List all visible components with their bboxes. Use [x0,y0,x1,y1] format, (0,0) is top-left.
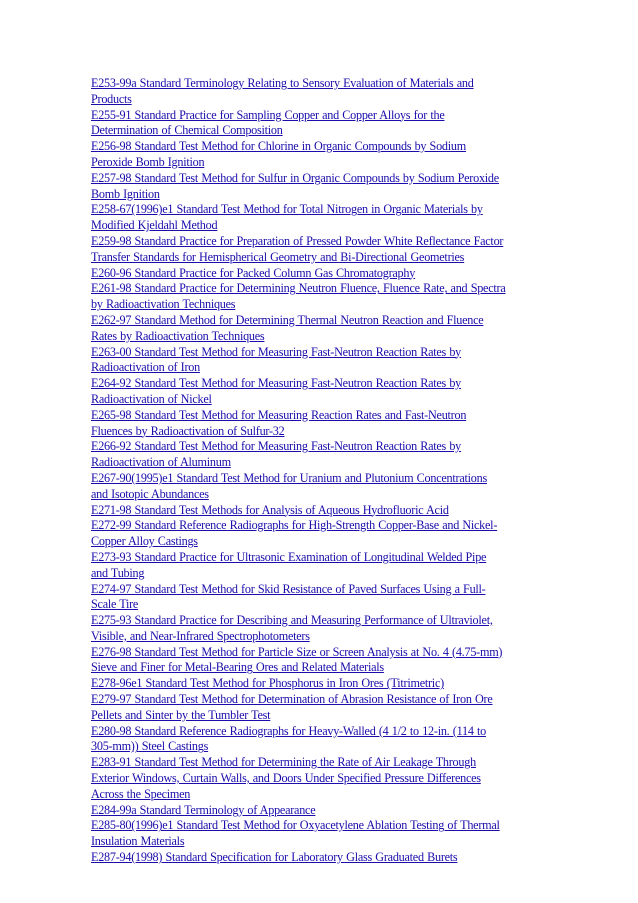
standard-link[interactable] [91,518,551,550]
standard-link[interactable] [91,139,551,171]
standard-link[interactable] [91,202,551,234]
standard-link-line: Across the Specimen [91,786,191,801]
standard-link[interactable] [91,313,551,345]
standard-link-line: Rates by Radioactivation Techniques [91,328,265,343]
standard-link-line: E273-93 Standard Practice for Ultrasonic Examination of Longitudinal Welded Pipe [91,549,487,564]
standard-link-line: E260-96 Standard Practice for Packed Column Gas Chromatography [91,265,416,280]
standard-link[interactable] [91,266,551,282]
standard-link-line: Radioactivation of Nickel [91,391,212,406]
standard-link-line: by Radioactivation Techniques [91,297,236,312]
standard-link[interactable] [91,171,551,203]
standard-link-line: E272-99 Standard Reference Radiographs for High-Strength Copper-Base and Nickel- [91,518,498,533]
standard-link[interactable] [91,550,551,582]
standard-link-line: E287-94(1998) Standard Specification for Laboratory Glass Graduated Burets [91,850,458,865]
standard-link-line: Scale Tire [91,597,139,612]
standard-link-line: Bomb Ignition [91,186,160,201]
standard-link-line: E278-96e1 Standard Test Method for Phosphorus in Iron Ores (Titrimetric) [91,676,444,691]
standard-link[interactable] [91,439,551,471]
standard-link[interactable] [91,281,551,313]
standard-link-line: Visible, and Near-Infrared Spectrophotometers [91,628,310,643]
standard-link[interactable] [91,376,551,408]
standard-link-line: and Isotopic Abundances [91,486,209,501]
standard-link-line: E280-98 Standard Reference Radiographs for Heavy-Walled (4 1/2 to 12-in. (114 to [91,723,486,738]
standard-link-line: Insulation Materials [91,834,185,849]
standard-link[interactable] [91,692,551,724]
standard-link[interactable] [91,803,551,819]
standard-link[interactable] [91,503,551,519]
standard-link[interactable] [91,676,551,692]
standard-link[interactable] [91,108,551,140]
standard-link-line: E258-67(1996)e1 Standard Test Method for Total Nitrogen in Organic Materials by [91,202,483,217]
standard-link-line: E257-98 Standard Test Method for Sulfur in Organic Compounds by Sodium Peroxide [91,170,499,185]
standard-link-line: Radioactivation of Iron [91,360,200,375]
standard-link-line: E264-92 Standard Test Method for Measuring Fast-Neutron Reaction Rates by [91,376,462,391]
standard-link[interactable] [91,613,551,645]
standard-link-line: E284-99a Standard Terminology of Appearance [91,802,316,817]
standard-link-line: E261-98 Standard Practice for Determining Neutron Fluence, Fluence Rate, and Spectra [91,281,506,296]
standard-link-line: E271-98 Standard Test Methods for Analysis of Aqueous Hydrofluoric Acid [91,502,449,517]
standard-link-line: 305-mm)) Steel Castings [91,739,209,754]
standard-link-line: E283-91 Standard Test Method for Determining the Rate of Air Leakage Through [91,755,476,770]
standard-link-line: E279-97 Standard Test Method for Determination of Abrasion Resistance of Iron Ore [91,692,493,707]
standard-link-line: E266-92 Standard Test Method for Measuring Fast-Neutron Reaction Rates by [91,439,462,454]
standard-link-line: E274-97 Standard Test Method for Skid Resistance of Paved Surfaces Using a Full- [91,581,486,596]
standard-link-line: E263-00 Standard Test Method for Measuring Fast-Neutron Reaction Rates by [91,344,462,359]
standard-link-line: Fluences by Radioactivation of Sulfur-32 [91,423,285,438]
standard-link-line: E267-90(1995)e1 Standard Test Method for Uranium and Plutonium Concentrations [91,470,487,485]
standard-link-line: Products [91,91,132,106]
standard-link-line: E256-98 Standard Test Method for Chlorine in Organic Compounds by Sodium [91,139,466,154]
standard-link[interactable] [91,645,551,677]
standard-link[interactable] [91,850,551,866]
standard-link[interactable] [91,582,551,614]
standard-link-line: Sieve and Finer for Metal-Bearing Ores and Related Materials [91,660,384,675]
standard-link-line: E275-93 Standard Practice for Describing and Measuring Performance of Ultraviolet, [91,613,493,628]
standard-link-line: Radioactivation of Aluminum [91,455,231,470]
standard-link[interactable] [91,345,551,377]
standard-link-line: Pellets and Sinter by the Tumbler Test [91,707,271,722]
standard-link[interactable] [91,471,551,503]
standard-link-line: E262-97 Standard Method for Determining Thermal Neutron Reaction and Fluence [91,312,484,327]
standard-link[interactable] [91,76,551,108]
standard-link-line: Exterior Windows, Curtain Walls, and Doors Under Specified Pressure Differences [91,771,481,786]
standard-link-line: Peroxide Bomb Ignition [91,154,205,169]
standard-link[interactable] [91,724,551,756]
standard-link-line: Copper Alloy Castings [91,534,198,549]
standards-link-list [91,76,551,866]
standard-link[interactable] [91,408,551,440]
standard-link-line: E285-80(1996)e1 Standard Test Method for Oxyacetylene Ablation Testing of Thermal [91,818,500,833]
standard-link-line: and Tubing [91,565,145,580]
standard-link-line: Transfer Standards for Hemispherical Geometry and Bi-Directional Geometries [91,249,465,264]
standard-link-line: E253-99a Standard Terminology Relating to Sensory Evaluation of Materials and [91,76,474,90]
standard-link-line: E255-91 Standard Practice for Sampling Copper and Copper Alloys for the [91,107,445,122]
standard-link[interactable] [91,755,551,802]
standard-link-line: E276-98 Standard Test Method for Particle Size or Screen Analysis at No. 4 (4.75-mm) [91,644,503,659]
standard-link-line: E259-98 Standard Practice for Preparation of Pressed Powder White Reflectance Factor [91,233,504,248]
standard-link[interactable] [91,234,551,266]
standard-link-line: Determination of Chemical Composition [91,123,283,138]
standard-link-line: E265-98 Standard Test Method for Measuring Reaction Rates and Fast-Neutron [91,407,467,422]
standard-link-line: Modified Kjeldahl Method [91,218,218,233]
standard-link[interactable] [91,818,551,850]
